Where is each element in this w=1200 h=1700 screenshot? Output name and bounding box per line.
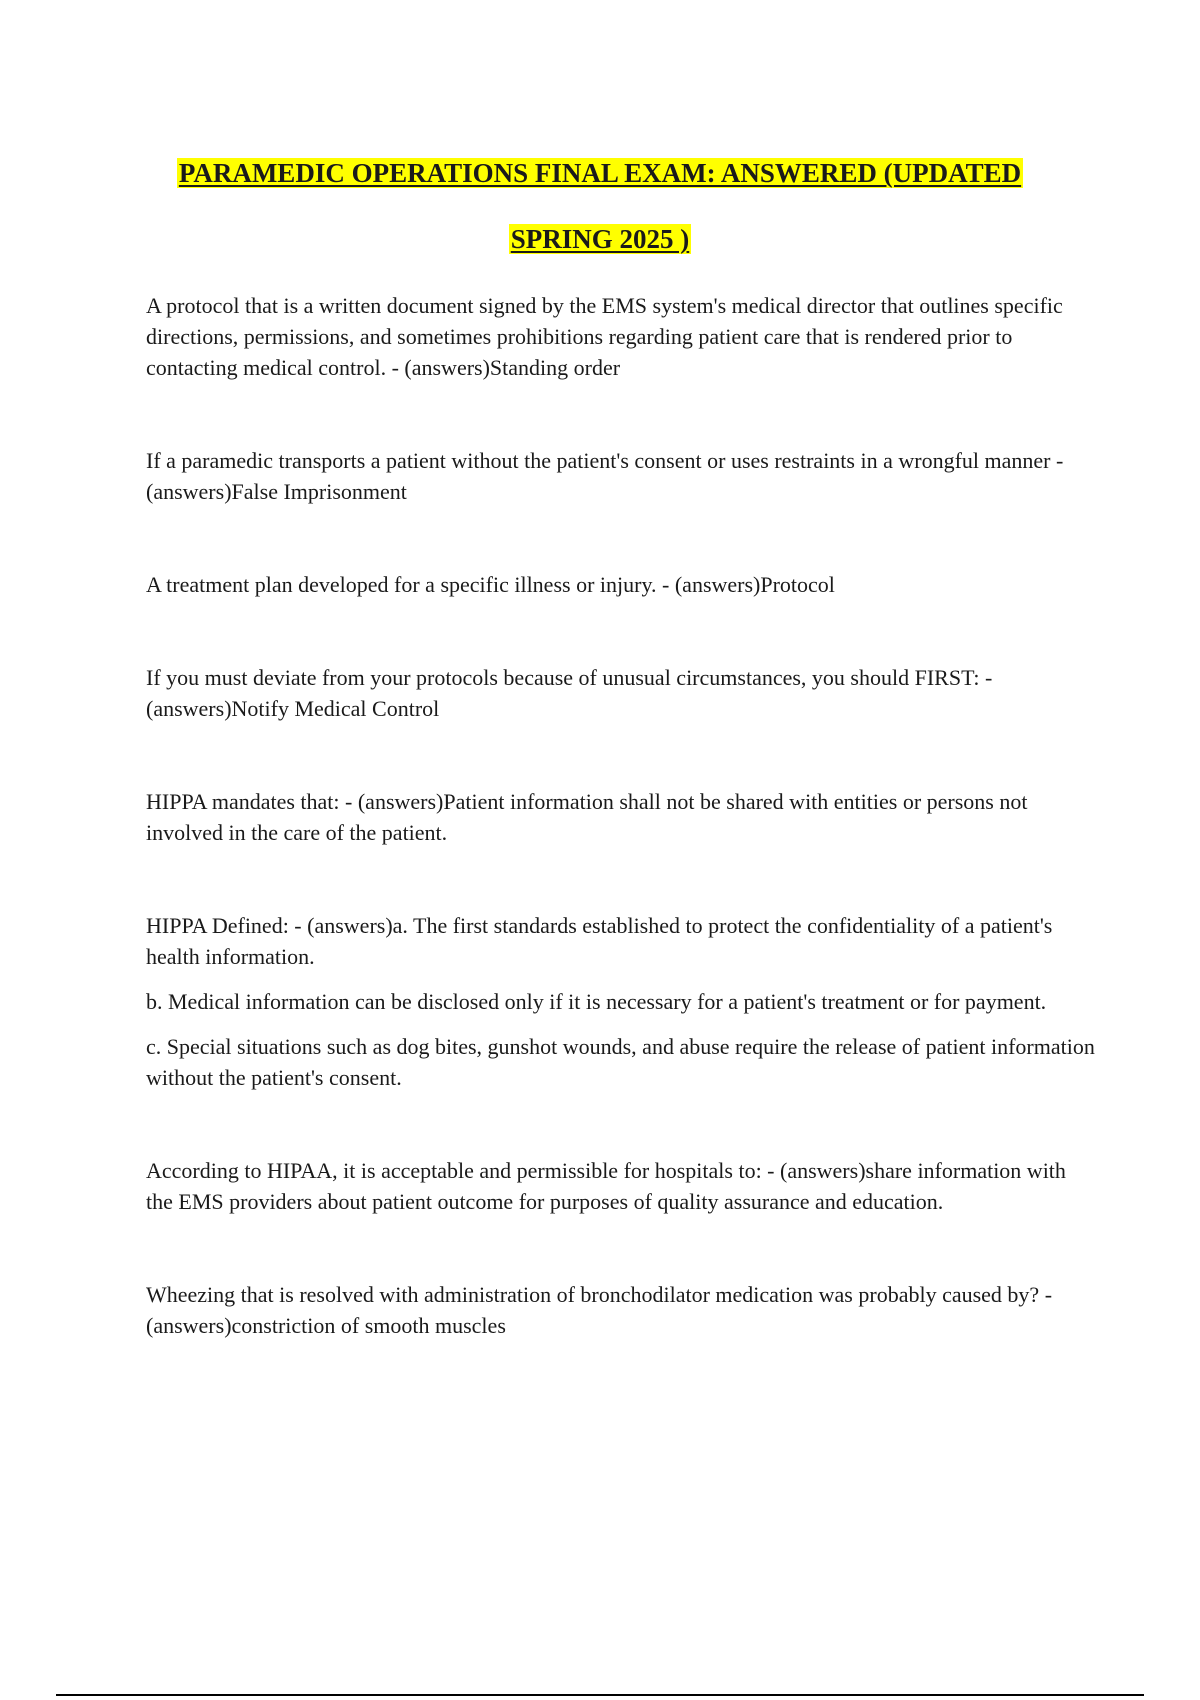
qa-text-a: HIPPA Defined: - (answers)a. The first standards established to protect the confidentiality of a patient's health information. [146,913,1053,969]
qa-text-c: c. Special situations such as dog bites, gunshot wounds, and abuse require the release of patient information without the patient's consent. [146,1034,1095,1090]
qa-text: According to HIPAA, it is acceptable and permissible for hospitals to: - (answers)share information with the EMS providers about patient outcome for purposes of quality assurance and education. [146,1158,1066,1214]
document-body [146,290,1096,1403]
title-line-1 [0,140,1200,206]
qa-item-protocol [146,569,1096,600]
qa-text: A protocol that is a written document signed by the EMS system's medical director that outlines specific directions, permissions, and sometimes prohibitions regarding patient care that is rendered prior to contacting medical control. - (answers)Standing order [146,293,1063,380]
title-text-1: PARAMEDIC OPERATIONS FINAL EXAM: ANSWERED (UPDATED [178,158,1022,188]
qa-text-b: b. Medical information can be disclosed only if it is necessary for a patient's treatment or for payment. [146,989,1047,1014]
qa-item-notify-medical-control [146,662,1096,724]
qa-text: If you must deviate from your protocols because of unusual circumstances, you should FIRST: - (answers)Notify Medical Control [146,665,993,721]
qa-text: Wheezing that is resolved with administration of bronchodilator medication was probably caused by? - (answers)constriction of smooth muscles [146,1282,1053,1338]
qa-text: If a paramedic transports a patient without the patient's consent or uses restraints in a wrongful manner - (answers)False Imprisonment [146,448,1064,504]
qa-item-wheezing [146,1279,1096,1341]
qa-item-false-imprisonment [146,445,1096,507]
qa-text: A treatment plan developed for a specific illness or injury. - (answers)Protocol [146,572,835,597]
qa-item-standing-order [146,290,1096,383]
qa-item-hippa-defined [146,910,1096,1093]
document-title [0,140,1200,272]
qa-item-hippa-mandates [146,786,1096,848]
qa-item-hipaa-acceptable [146,1155,1096,1217]
title-text-2: SPRING 2025 ) [510,224,690,254]
title-line-2 [0,206,1200,272]
qa-text: HIPPA mandates that: - (answers)Patient information shall not be shared with entities or persons not involved in the care of the patient. [146,789,1028,845]
footer-divider [56,1694,1144,1696]
